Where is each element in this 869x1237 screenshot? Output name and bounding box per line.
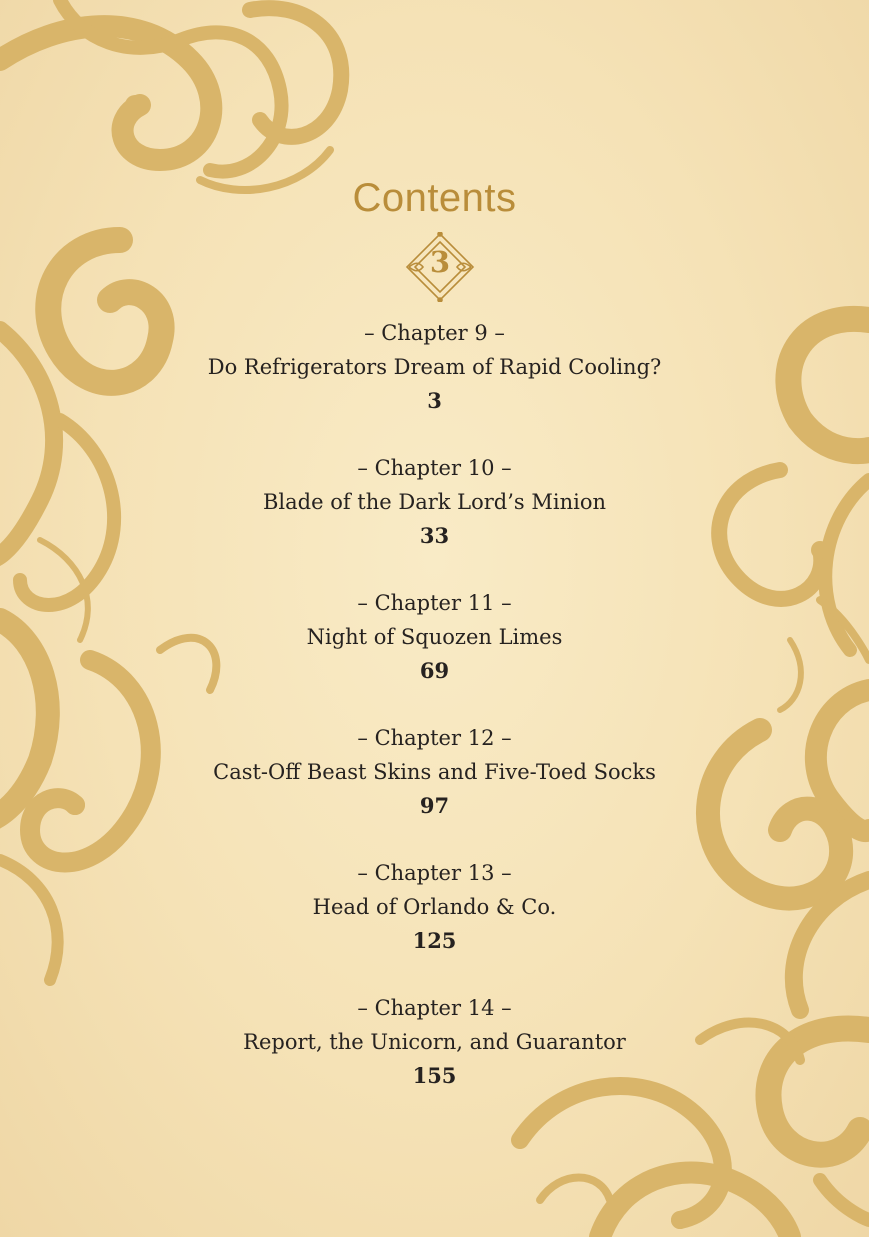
toc-entry-chapter-9[interactable]	[0, 316, 869, 451]
chapter-page-number: 97	[419, 793, 450, 818]
chapter-page-number: 125	[412, 928, 457, 953]
chapter-title: Cast-Off Beast Skins and Five-Toed Socks	[213, 760, 656, 784]
volume-number: 3	[429, 245, 451, 279]
volume-badge	[405, 232, 475, 302]
chapter-label: – Chapter 10 –	[357, 456, 512, 480]
chapter-label: – Chapter 11 –	[357, 591, 512, 615]
page-title: Contents	[352, 176, 517, 220]
toc-entry-chapter-10[interactable]	[0, 451, 869, 586]
toc-entry-chapter-13[interactable]	[0, 856, 869, 991]
chapter-page-number: 155	[412, 1063, 457, 1088]
chapter-page-number: 3	[427, 388, 442, 413]
toc-entry-chapter-11[interactable]	[0, 586, 869, 721]
table-of-contents	[0, 316, 869, 1126]
chapter-label: – Chapter 14 –	[357, 996, 512, 1020]
chapter-title: Night of Squozen Limes	[306, 625, 563, 649]
chapter-page-number: 33	[419, 523, 450, 548]
toc-entry-chapter-14[interactable]	[0, 991, 869, 1126]
chapter-page-number: 69	[419, 658, 450, 683]
chapter-label: – Chapter 12 –	[357, 726, 512, 750]
chapter-label: – Chapter 9 –	[364, 321, 505, 345]
toc-entry-chapter-12[interactable]	[0, 721, 869, 856]
chapter-title: Blade of the Dark Lord’s Minion	[263, 490, 606, 514]
chapter-title: Report, the Unicorn, and Guarantor	[243, 1030, 626, 1054]
chapter-title: Head of Orlando & Co.	[312, 895, 557, 919]
chapter-label: – Chapter 13 –	[357, 861, 512, 885]
chapter-title: Do Refrigerators Dream of Rapid Cooling?	[207, 355, 662, 379]
